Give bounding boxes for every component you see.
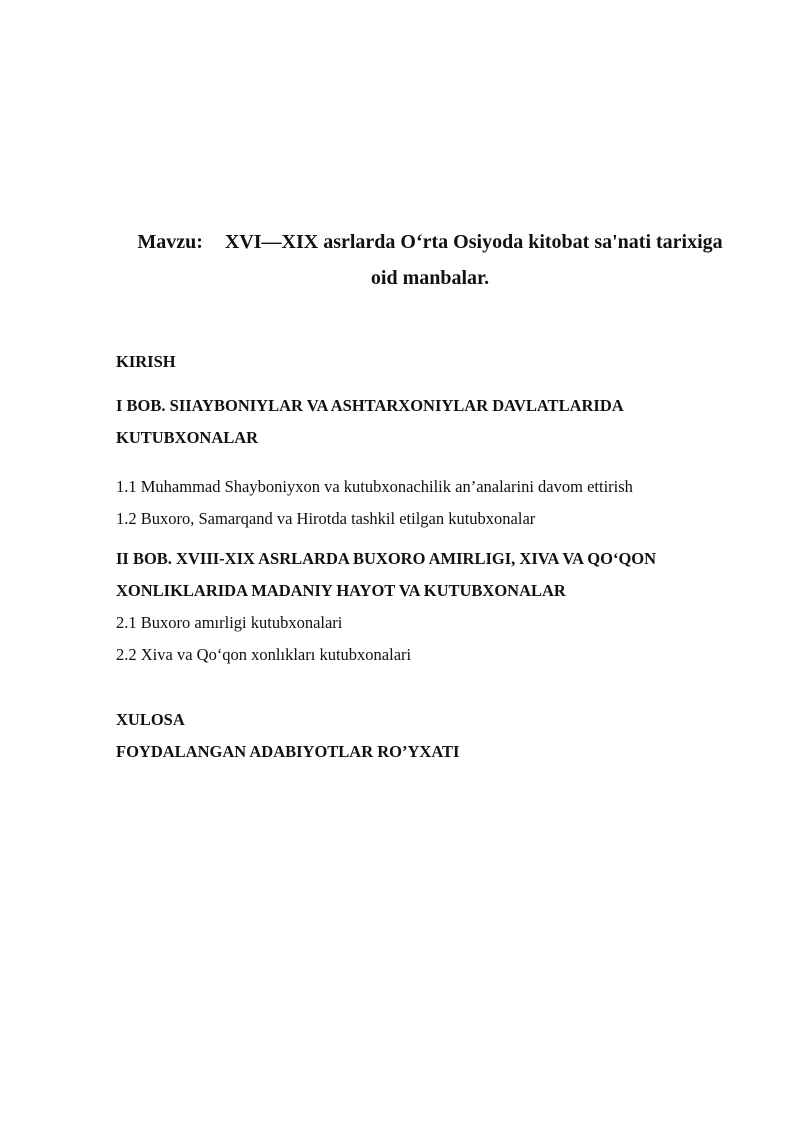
title-line-1 xyxy=(110,224,750,260)
toc-item-1-2: 1.2 Buxoro, Samarqand va Hirotda tashkil etilgan kutubxonalar xyxy=(116,509,536,528)
toc-chapter-2-line-2: XONLIKLARIDA MADANIY HAYOT VA KUTUBXONALAR xyxy=(116,581,566,600)
toc-item-1-1: 1.1 Muhammad Shayboniyxon va kutubxonachilik an’analarini davom ettirish xyxy=(116,477,633,496)
table-of-contents xyxy=(116,346,766,768)
toc-chapter-1-line-2: KUTUBXONALAR xyxy=(116,428,259,447)
toc-item-2-2: 2.2 Xiva va Qo‘qon xonlıkları kutubxonalari xyxy=(116,645,412,664)
toc-chapter-1-line-1: I BOB. SIIAYBONIYLAR VA ASHTARXONIYLAR DAVLATLARIDA xyxy=(116,396,624,415)
document-title xyxy=(110,224,750,296)
title-lead: Mavzu: xyxy=(137,231,203,253)
toc-references: FOYDALANGAN ADABIYOTLAR RO’YXATI xyxy=(116,742,460,761)
toc-conclusion: XULOSA xyxy=(116,710,185,729)
toc-intro: KIRISH xyxy=(116,352,176,371)
toc-chapter-2-line-1: II BOB. XVIII-XIX ASRLARDA BUXORO AMIRLIGI, XIVA VA QO‘QON xyxy=(116,549,657,568)
title-text-line-1: XVI—XIX asrlarda O‘rta Osiyoda kitobat sa'nati tarixiga xyxy=(224,231,723,253)
title-text-line-2: oid manbalar. xyxy=(370,267,490,289)
toc-item-2-1: 2.1 Buxoro amırligi kutubxonalari xyxy=(116,613,343,632)
